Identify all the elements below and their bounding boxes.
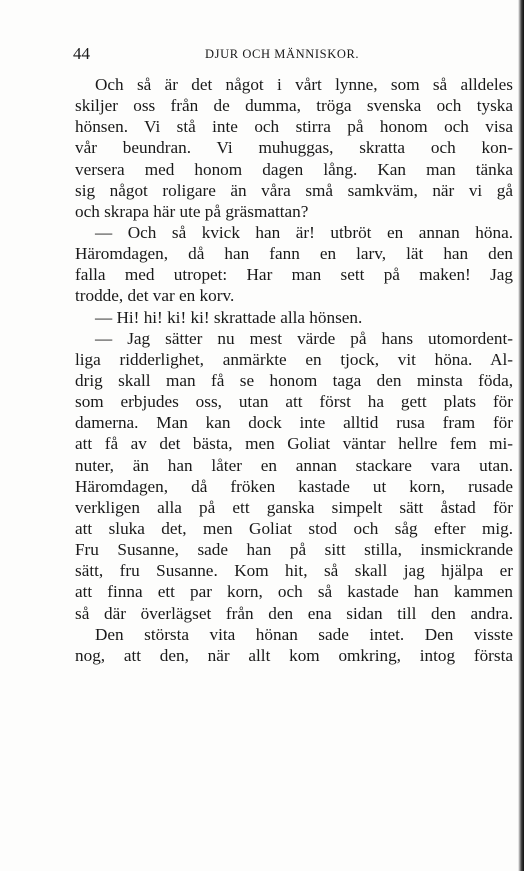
text-line: Och så är det något i vårt lynne, som så alldeles [95, 75, 513, 94]
running-title: DJUR OCH MÄNNISKOR. [205, 47, 360, 61]
text-line: Häromdagen, då fröken kastade ut korn, rusade [75, 476, 513, 496]
text-line: sätt, fru Susanne. Kom hit, så skall jag hjälpa er [75, 561, 513, 581]
text-line: damerna. Man kan dock inte alltid rusa fram för [75, 413, 513, 433]
text-line: som erbjudes oss, utan att först ha gett plats för [75, 392, 513, 412]
text-line: nog, att den, när allt kom omkring, intog första [75, 645, 513, 665]
text-line: liga ridderlighet, anmärkte en tjock, vit höna. Al- [75, 349, 513, 369]
text-line: drig skall man få se honom taga den minsta föda, [75, 370, 513, 390]
text-line: att finna ett par korn, och så kastade han kammen [75, 582, 513, 602]
text-line: Den största vita hönan sade intet. Den visste [95, 624, 513, 644]
text-line: — Jag sätter nu mest värde på hans utomordent- [95, 328, 513, 348]
text-line: att få av det bästa, men Goliat väntar hellre fem mi- [75, 434, 513, 454]
text-line: sig något roligare än våra små samkväm, när vi gå [75, 180, 513, 200]
page-header [73, 44, 513, 64]
text-line: falla med utropet: Har man sett på maken! Jag [75, 265, 513, 285]
text-line: trodde, det var en korv. [75, 286, 235, 306]
body-text [75, 74, 513, 666]
text-line: Fru Susanne, sade han på sitt stilla, insmickrande [75, 540, 513, 560]
text-line: nuter, än han låter en annan stackare vara utan. [75, 455, 513, 475]
text-line: — Hi! hi! ki! ki! skrattade alla hönsen. [95, 307, 363, 327]
text-line: — Och så kvick han är! utbröt en annan höna. [95, 222, 513, 242]
text-line: Häromdagen, då han fann en larv, lät han den [75, 244, 513, 264]
text-line: verkligen alla på ett ganska simpelt sätt åstad för [75, 497, 513, 517]
text-line: hönsen. Vi stå inte och stirra på honom och visa [75, 117, 513, 137]
text-line: versera med honom dagen lång. Kan man tänka [75, 159, 513, 179]
page-edge [518, 0, 524, 871]
text-line: skiljer oss från de dumma, tröga svenska och tyska [75, 96, 513, 116]
text-line: att sluka det, men Goliat stod och såg efter mig. [75, 518, 513, 538]
text-line: så där överlägset från den ena sidan till den andra. [75, 603, 513, 623]
text-line: vår beundran. Vi muhuggas, skratta och kon- [75, 138, 513, 158]
page-number: 44 [73, 44, 90, 63]
text-line: och skrapa här ute på gräsmattan? [75, 201, 309, 221]
